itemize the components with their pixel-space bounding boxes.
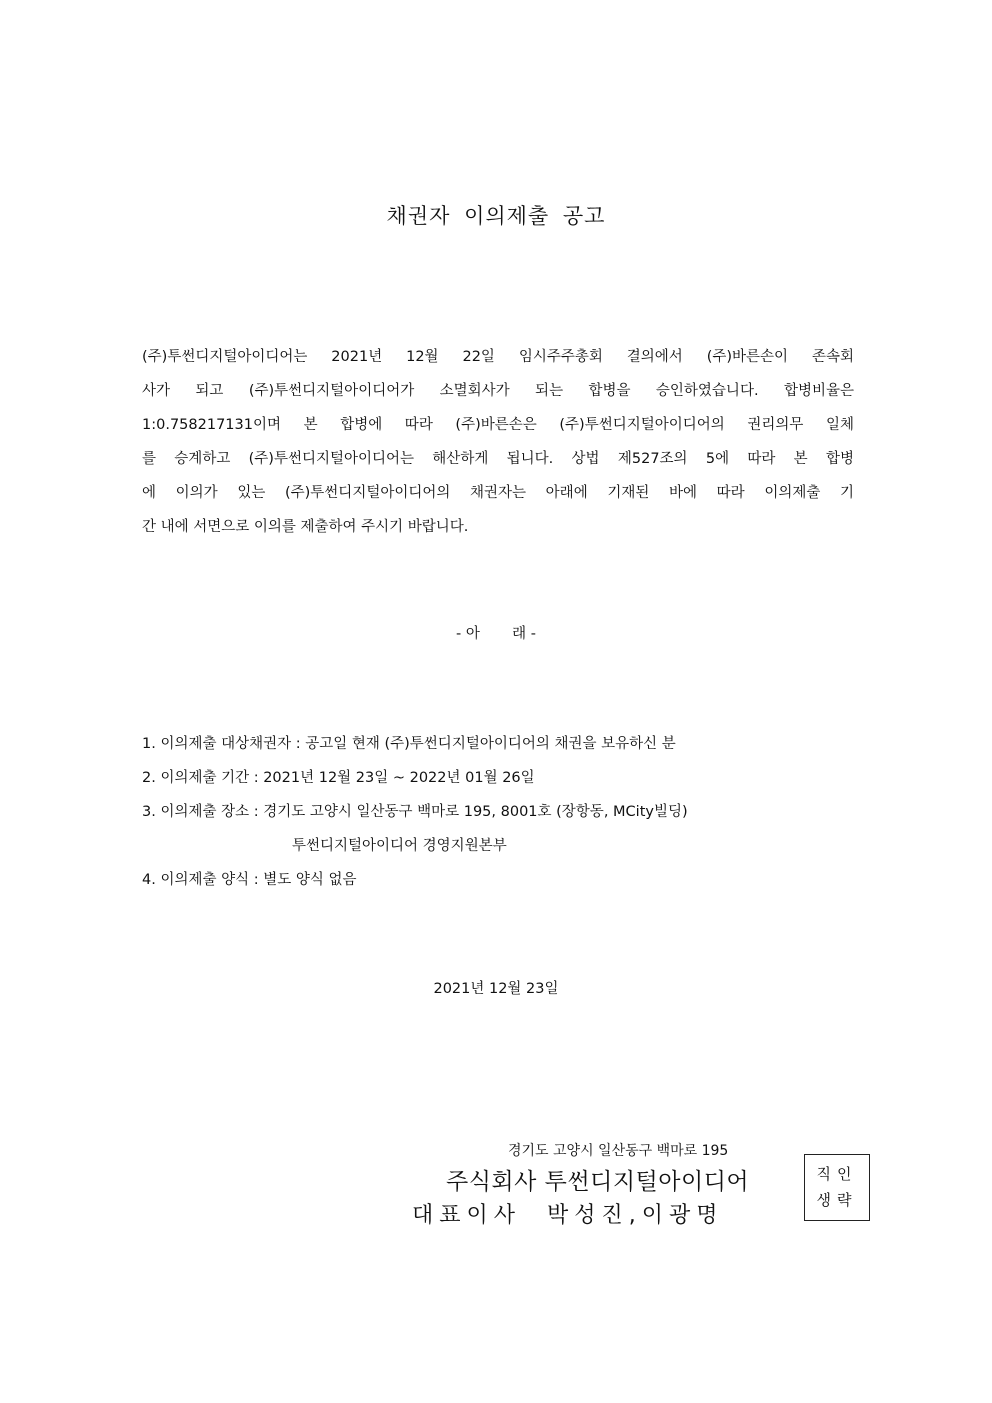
body-line: 사가 되고 (주)투썬디지털아이디어가 소멸회사가 되는 합병을 승인하였습니다. 합병비율은 <box>142 383 854 399</box>
representatives: 대표이사 박성진,이광명 <box>412 1203 724 1228</box>
body-line: 1:0.758217131이며 본 합병에 따라 (주)바른손은 (주)투썬디지털아이디어의 권리의무 일체 <box>142 417 854 433</box>
section-separator: - 아 래 - <box>456 626 536 642</box>
company-name: 주식회사 투썬디지털아이디어 <box>446 1169 750 1195</box>
list-item: 1. 이의제출 대상채권자 : 공고일 현재 (주)투썬디지털아이디어의 채권을 보유하신 분 <box>142 736 676 752</box>
notice-date: 2021년 12월 23일 <box>433 981 559 997</box>
list-item: 3. 이의제출 장소 : 경기도 고양시 일산동구 백마로 195, 8001호 (장항동, MCity빌딩) <box>142 804 688 820</box>
seal-text-line2: 생략 <box>816 1191 858 1209</box>
list-item: 2. 이의제출 기간 : 2021년 12월 23일 ~ 2022년 01월 26일 <box>142 770 535 786</box>
details-list <box>142 727 862 897</box>
list-item: 4. 이의제출 양식 : 별도 양식 없음 <box>142 872 357 888</box>
body-line: (주)투썬디지털아이디어는 2021년 12월 22일 임시주주총회 결의에서 (주)바른손이 존속회 <box>142 349 854 365</box>
page-title: 채권자 이의제출 공고 <box>386 204 606 228</box>
body-line: 를 승계하고 (주)투썬디지털아이디어는 해산하게 됩니다. 상법 제527조의 5에 따라 본 합병 <box>142 451 854 467</box>
notice-body <box>142 340 854 544</box>
company-address: 경기도 고양시 일산동구 백마로 195 <box>508 1143 729 1159</box>
body-line: 간 내에 서면으로 이의를 제출하여 주시기 바랍니다. <box>142 519 469 535</box>
seal-text-line1: 직인 <box>816 1165 858 1183</box>
body-line: 에 이의가 있는 (주)투썬디지털아이디어의 채권자는 아래에 기재된 바에 따라 이의제출 기 <box>142 485 854 501</box>
seal-omitted-box <box>804 1154 870 1221</box>
list-item-continuation: 투썬디지털아이디어 경영지원본부 <box>292 838 507 854</box>
